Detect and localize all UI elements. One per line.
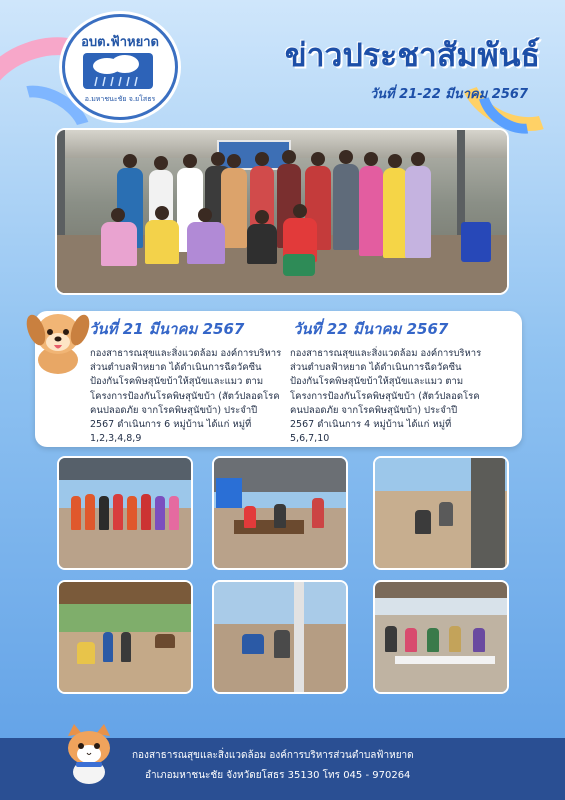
logo-location: อ.มหาชนะชัย จ.ยโสธร: [84, 95, 156, 103]
page-date: วันที่ 21-22 มีนาคม 2567: [369, 87, 528, 102]
group-photo: [55, 128, 509, 295]
rain-cloud-icon: [83, 53, 153, 89]
kitten-icon: [60, 722, 118, 786]
activity-photo: [373, 456, 509, 570]
activity-photo: [373, 580, 509, 694]
activity-photo: [57, 580, 193, 694]
day2-heading: วันที่ 22 มีนาคม 2567: [293, 320, 449, 338]
footer-address: อำเภอมหาชนะชัย จังหวัดยโสธร 35130 โทร 045 - 970264: [145, 770, 411, 781]
organization-logo: [62, 14, 178, 120]
activity-photo: [212, 580, 348, 694]
day2-body: กองสาธารณสุขและสิ่งแวดล้อม องค์การบริหารส่วนตำบลฟ้าหยาด ได้ดำเนินการฉีดวัคซีนป้องกันโรคพิษสุนัขบ้าให้สุนัขและแมว ตามโครงการป้องกันโรคพิษสุนัขบ้า (สัตว์ปลอดโรค คนปลอดภัย จากโรคพิษสุนัขบ้า) ประจำปี 2567 ดำเนินการ 4 หมู่บ้าน ได้แก่ หมู่ที่ 5,6,7,10: [290, 348, 482, 445]
footer-organization: กองสาธารณสุขและสิ่งแวดล้อม องค์การบริหารส่วนตำบลฟ้าหยาด: [132, 750, 414, 761]
activity-photo: [212, 456, 348, 570]
day1-body: กองสาธารณสุขและสิ่งแวดล้อม องค์การบริหารส่วนตำบลฟ้าหยาด ได้ดำเนินการฉีดวัคซีนป้องกันโรคพิษสุนัขบ้าให้สุนัขและแมว ตามโครงการป้องกันโรคพิษสุนัขบ้า (สัตว์ปลอดโรค คนปลอดภัย จากโรคพิษสุนัขบ้า) ประจำปี 2567 ดำเนินการ 6 หมู่บ้าน ได้แก่ หมู่ที่ 1,2,3,4,8,9: [90, 348, 282, 445]
puppy-icon: [22, 300, 94, 376]
day1-heading: วันที่ 21 มีนาคม 2567: [89, 320, 245, 338]
logo-name: อบต.ฟ้าหยาด: [81, 35, 159, 50]
activity-photo: [57, 456, 193, 570]
page-title: ข่าวประชาสัมพันธ์: [284, 36, 540, 74]
